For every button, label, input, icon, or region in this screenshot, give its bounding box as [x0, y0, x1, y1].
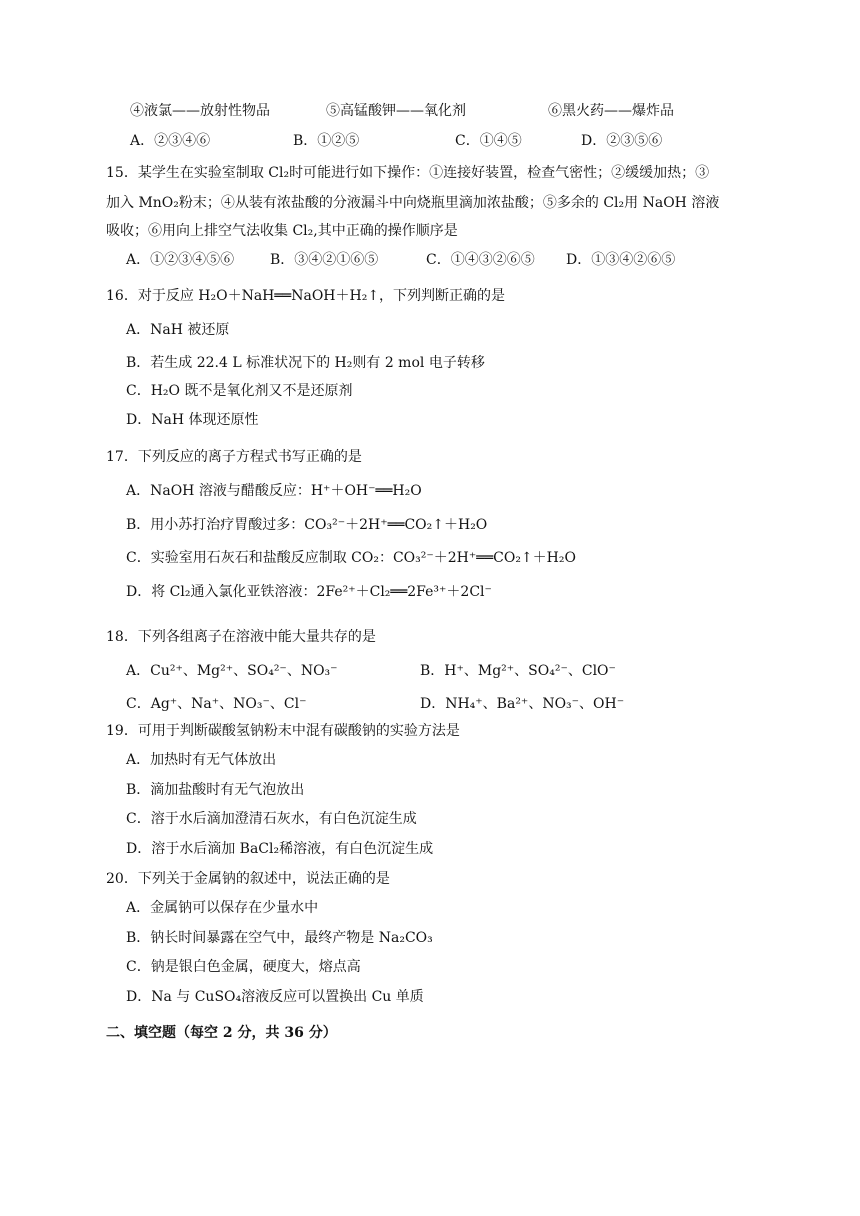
q14-item-4: ④液氯——放射性物品 — [130, 103, 270, 119]
q18-stem: 18．下列各组离子在溶液中能大量共存的是 — [106, 629, 376, 645]
q20-option-b: B．钠长时间暴露在空气中，最终产物是 Na₂CO₃ — [126, 930, 433, 946]
q14-option-a: A．②③④⑥ — [130, 133, 211, 149]
q18-option-b: B．H⁺、Mg²⁺、SO₄²⁻、ClO⁻ — [420, 663, 616, 679]
q17-stem: 17．下列反应的离子方程式书写正确的是 — [106, 449, 362, 465]
q15-option-d: D．①③④②⑥⑤ — [566, 252, 676, 268]
q16-stem: 16．对于反应 H₂O＋NaH══NaOH＋H₂↑，下列判断正确的是 — [106, 288, 506, 304]
q15-option-c: C．①④③②⑥⑤ — [426, 252, 535, 268]
q19-option-b: B．滴加盐酸时有无气泡放出 — [126, 782, 305, 798]
q14-option-b: B．①②⑤ — [293, 133, 360, 149]
q14-option-c: C．①④⑤ — [455, 133, 522, 149]
q19-option-c: C．溶于水后滴加澄清石灰水，有白色沉淀生成 — [126, 811, 417, 827]
q15-option-a: A．①②③④⑤⑥ — [126, 252, 235, 268]
q15-option-b: B．③④②①⑥⑤ — [270, 252, 379, 268]
q17-option-c: C．实验室用石灰石和盐酸反应制取 CO₂：CO₃²⁻＋2H⁺══CO₂↑＋H₂O — [126, 550, 576, 566]
q16-option-b: B．若生成 22.4 L 标准状况下的 H₂则有 2 mol 电子转移 — [126, 355, 485, 371]
q17-option-a: A．NaOH 溶液与醋酸反应：H⁺＋OH⁻══H₂O — [126, 483, 422, 499]
q20-option-c: C．钠是银白色金属，硬度大，熔点高 — [126, 959, 361, 975]
q19-option-d: D．溶于水后滴加 BaCl₂稀溶液，有白色沉淀生成 — [126, 841, 434, 857]
q19-option-a: A．加热时有无气体放出 — [126, 752, 277, 768]
q15-stem-line-1: 15．某学生在实验室制取 Cl₂时可能进行如下操作：①连接好装置，检查气密性；②缓缓加热；③ — [106, 165, 710, 181]
q16-option-a: A．NaH 被还原 — [126, 322, 230, 338]
q19-stem: 19．可用于判断碳酸氢钠粉末中混有碳酸钠的实验方法是 — [106, 723, 460, 739]
q17-option-d: D．将 Cl₂通入氯化亚铁溶液：2Fe²⁺＋Cl₂══2Fe³⁺＋2Cl⁻ — [126, 584, 492, 600]
q14-option-d: D．②③⑤⑥ — [581, 133, 663, 149]
q15-stem-line-2: 加入 MnO₂粉末；④从装有浓盐酸的分液漏斗中向烧瓶里滴加浓盐酸；⑤多余的 Cl₂用 NaOH 溶液 — [106, 195, 720, 211]
q18-option-d: D．NH₄⁺、Ba²⁺、NO₃⁻、OH⁻ — [420, 696, 625, 712]
q18-option-a: A．Cu²⁺、Mg²⁺、SO₄²⁻、NO₃⁻ — [126, 663, 338, 679]
q14-item-6: ⑥黑火药——爆炸品 — [548, 103, 674, 119]
q16-option-d: D．NaH 体现还原性 — [126, 412, 259, 428]
q20-stem: 20．下列关于金属钠的叙述中，说法正确的是 — [106, 871, 390, 887]
q20-option-d: D．Na 与 CuSO₄溶液反应可以置换出 Cu 单质 — [126, 989, 424, 1005]
q17-option-b: B．用小苏打治疗胃酸过多：CO₃²⁻＋2H⁺══CO₂↑＋H₂O — [126, 517, 488, 533]
q15-stem-line-3: 吸收；⑥用向上排空气法收集 Cl₂,其中正确的操作顺序是 — [106, 223, 458, 239]
section-2-heading: 二、填空题（每空 2 分，共 36 分） — [106, 1025, 337, 1041]
q20-option-a: A．金属钠可以保存在少量水中 — [126, 900, 319, 916]
q18-option-c: C．Ag⁺、Na⁺、NO₃⁻、Cl⁻ — [126, 696, 307, 712]
q16-option-c: C．H₂O 既不是氧化剂又不是还原剂 — [126, 383, 353, 399]
q14-item-5: ⑤高锰酸钾——氧化剂 — [326, 103, 466, 119]
